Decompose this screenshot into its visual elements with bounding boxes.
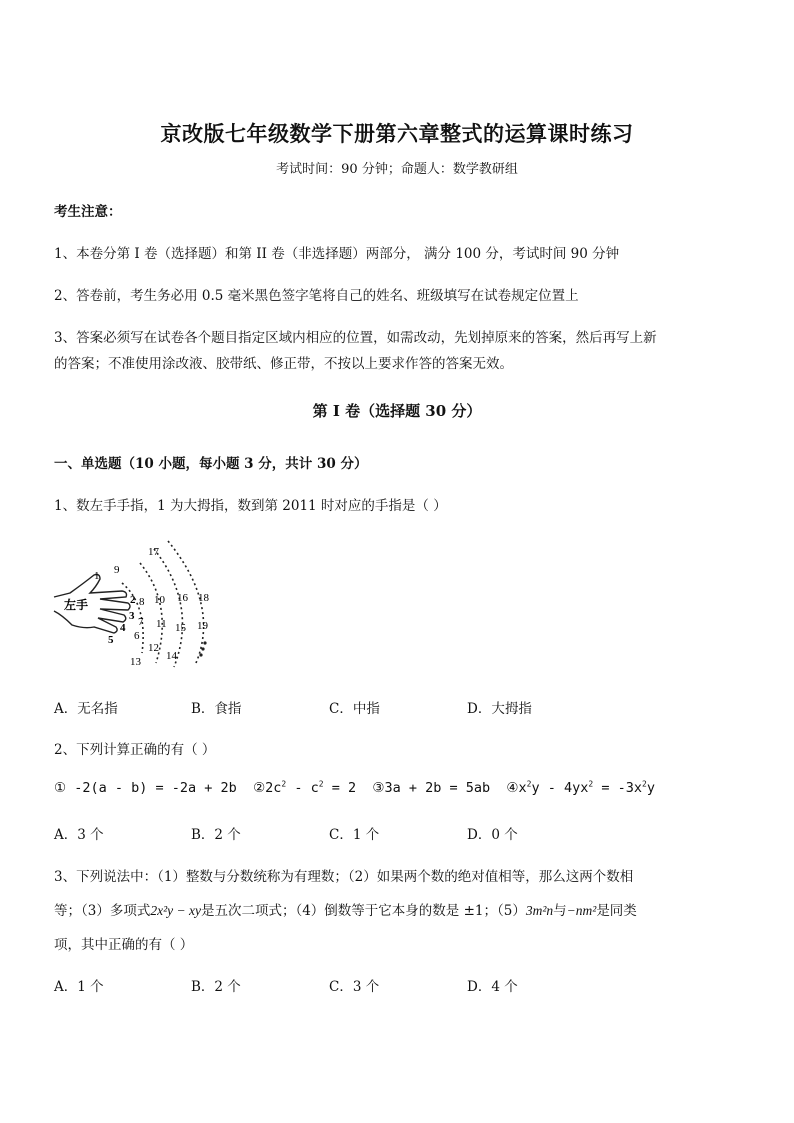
finger-number: 1: [94, 570, 100, 582]
finger-number: 13: [130, 656, 141, 668]
q3-option-d: D．4 个: [467, 979, 518, 995]
q1-option-b: B．食指: [191, 701, 242, 717]
notice-item-1: 1、本卷分第 I 卷（选择题）和第 II 卷（非选择题）两部分， 满分 100 分，考试时间 90 分钟: [54, 246, 620, 262]
q1-option-d: D．大拇指: [467, 701, 532, 717]
q1-option-c: C．中指: [329, 701, 380, 717]
page-title: 京改版七年级数学下册第六章整式的运算课时练习: [160, 121, 634, 146]
question-3-line-3: 项，其中正确的有（ ）: [54, 937, 194, 953]
continuation-dot: [201, 647, 204, 650]
finger-number: 5: [108, 634, 114, 646]
finger-number: 6: [134, 630, 140, 642]
question-2-stem: 2、下列计算正确的有（ ）: [54, 742, 216, 758]
finger-number: 14: [166, 650, 177, 662]
finger-number: 12: [148, 642, 159, 654]
continuation-dot: [203, 641, 206, 644]
question-2-expressions: [54, 780, 655, 796]
finger-number: 16: [177, 592, 188, 604]
q3-option-c: C．3 个: [329, 979, 380, 995]
section-title: 第 I 卷（选择题 30 分）: [312, 402, 482, 420]
notice-item-2: 2、答卷前，考生务必用 0.5 毫米黑色签字笔将自己的姓名、班级填写在试卷规定位置上: [54, 288, 579, 304]
q2-expr-3: ③3a + 2b = 5ab: [372, 780, 491, 796]
q2-expr-1: ① -2(a - b) = -2a + 2b: [54, 780, 237, 796]
notice-item-3-line-2: 的答案；不准使用涂改液、胶带纸、修正带，不按以上要求作答的答案无效。: [54, 356, 513, 372]
finger-number: 19: [197, 620, 208, 632]
question-1-stem: 1、数左手手指，1 为大拇指，数到第 2011 时对应的手指是（ ）: [54, 498, 447, 514]
notice-heading: 考生注意：: [54, 204, 122, 220]
finger-number: 7: [138, 616, 144, 628]
term-expr-2: −nm²: [566, 903, 597, 918]
polynomial-expr: 2x²y − xy: [150, 903, 201, 918]
finger-number: 2: [130, 594, 136, 606]
exam-info: 考试时间：90 分钟；命题人：数学教研组: [276, 162, 518, 177]
hand-label: 左手: [64, 598, 89, 612]
q1-option-a: A．无名指: [54, 701, 118, 717]
question-3-line-2: 等；（3）多项式2x²y − xy是五次二项式；（4）倒数等于它本身的数是 ±1；（5）3m²n与−nm²是同类: [54, 903, 637, 919]
q2-expr-4: $④x^2y - 4yx^2 = -3x^2y$: [506, 779, 655, 796]
finger-number: 11: [156, 618, 167, 630]
continuation-dot: [199, 653, 202, 656]
notice-item-3-line-1: 3、答案必须写在试卷各个题目指定区域内相应的位置，如需改动，先划掉原来的答案，然后再写上新: [54, 330, 657, 346]
finger-number: 9: [114, 564, 120, 576]
finger-number: 18: [198, 592, 209, 604]
finger-number: 8: [139, 596, 145, 608]
q2-option-b: B．2 个: [191, 827, 241, 843]
finger-number: 4: [120, 622, 126, 634]
finger-number: 10: [154, 594, 165, 606]
term-expr-1: 3m²n: [525, 903, 554, 918]
question-3-line-1: 3、下列说法中：（1）整数与分数统称为有理数；（2）如果两个数的绝对值相等，那么这两个数相: [54, 869, 634, 885]
finger-number: 15: [175, 622, 186, 634]
q2-option-c: C．1 个: [329, 827, 380, 843]
q2-option-a: A．3 个: [54, 827, 104, 843]
q2-expr-2: $②2c^2 - c^2 = 2$: [253, 779, 357, 796]
part-heading: 一、单选题（10 小题，每小题 3 分，共计 30 分）: [54, 456, 368, 472]
finger-number: 17: [148, 546, 159, 558]
finger-number: 3: [129, 610, 135, 622]
q2-option-d: D．0 个: [467, 827, 518, 843]
finger-counting-figure: [50, 535, 225, 675]
q3-option-b: B．2 个: [191, 979, 241, 995]
q3-option-a: A．1 个: [54, 979, 104, 995]
